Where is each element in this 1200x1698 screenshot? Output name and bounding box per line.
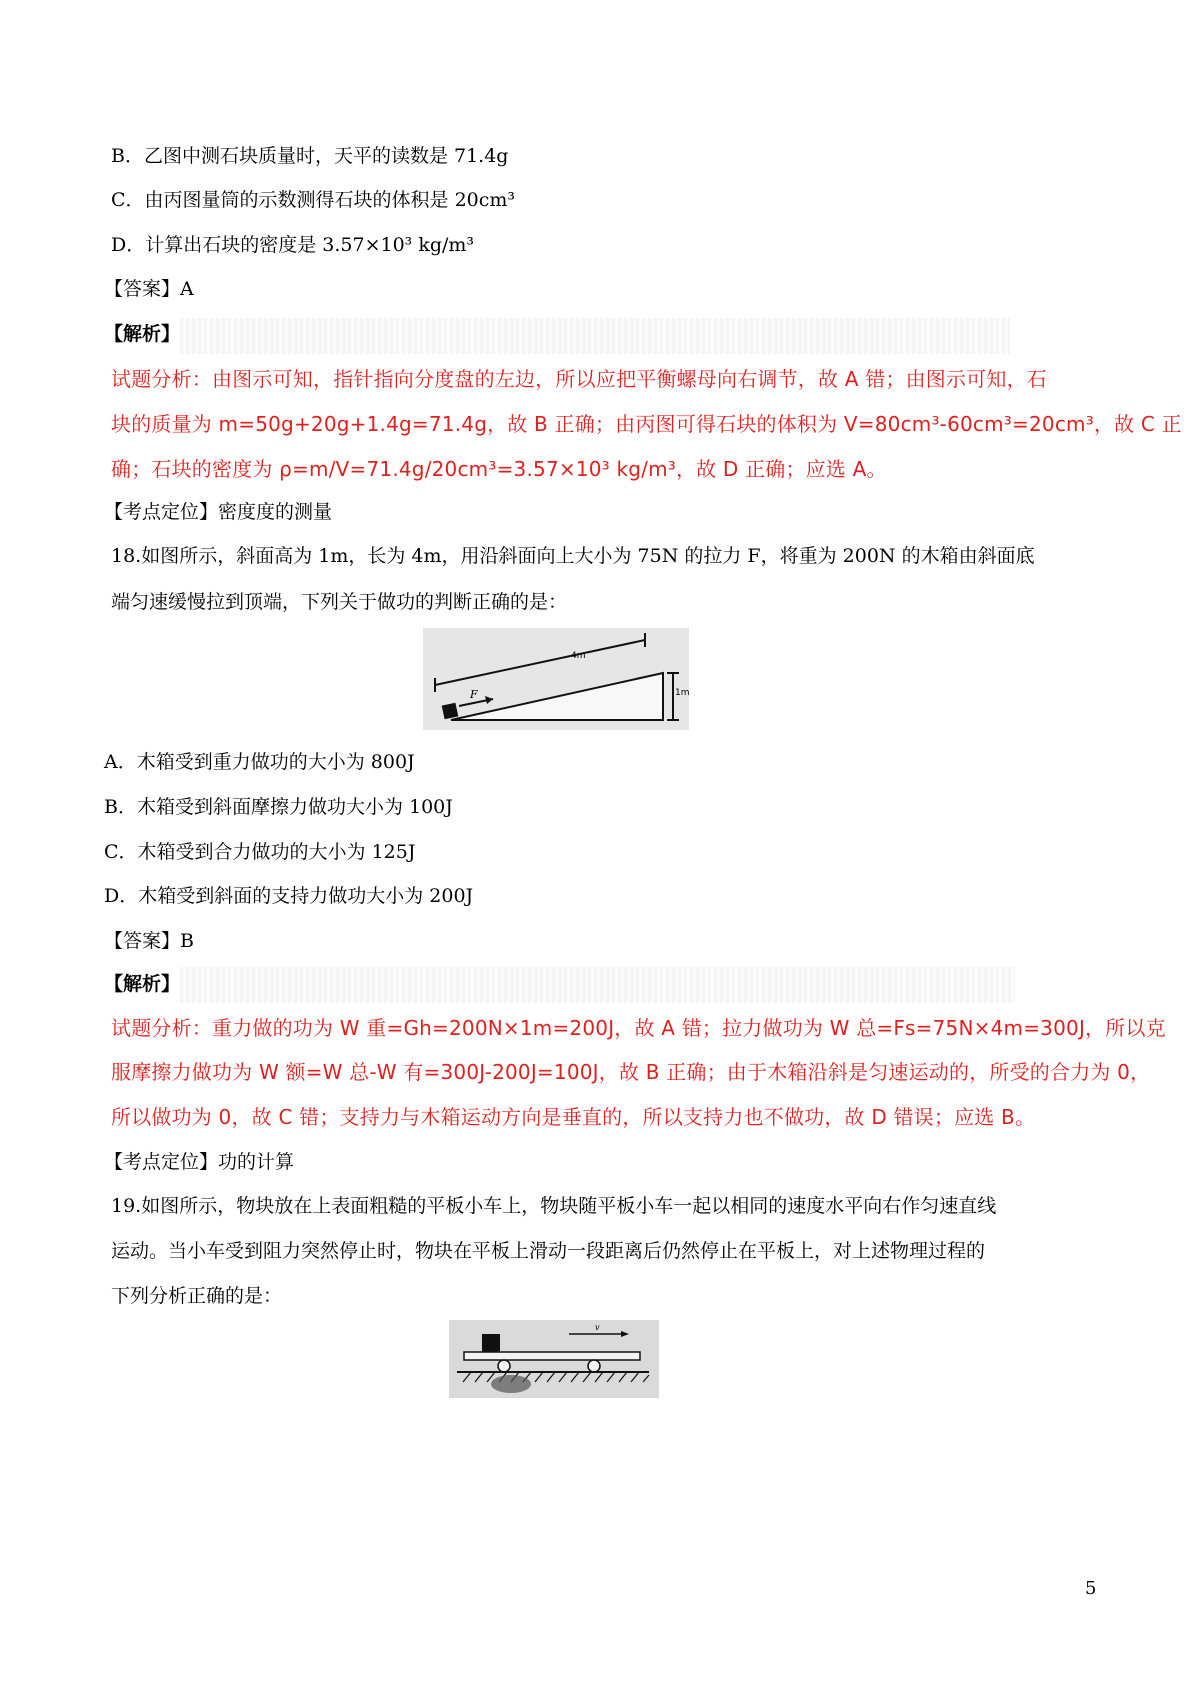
scan-noise xyxy=(180,967,1015,1003)
q19-stem-line3: 下列分析正确的是： xyxy=(111,1285,283,1307)
page-number: 5 xyxy=(1085,1578,1097,1599)
velocity-label: v xyxy=(595,1323,600,1332)
q18-knowledge-point: 【考点定位】功的计算 xyxy=(104,1151,295,1173)
wooden-box xyxy=(442,703,459,720)
q18-stem-line2: 端匀速缓慢拉到顶端，下列关于做功的判断正确的是： xyxy=(111,591,568,613)
block xyxy=(482,1334,500,1352)
q17-option-c: C．由丙图量筒的示数测得石块的体积是 20cm³ xyxy=(111,189,516,211)
q17-answer: 【答案】A xyxy=(104,278,194,300)
cart-platform xyxy=(464,1352,640,1360)
scan-noise xyxy=(180,318,1010,354)
scan-smudge xyxy=(491,1375,531,1393)
cart-wheel xyxy=(498,1360,510,1372)
q18-analysis-label: 【解析】 xyxy=(104,973,181,995)
q17-analysis-line3: 确；石块的密度为 ρ=m/V=71.4g/20cm³=3.57×10³ kg/m³，故 D 正确；应选 A。 xyxy=(111,457,887,481)
q17-option-b: B．乙图中测石块质量时，天平的读数是 71.4g xyxy=(111,145,509,167)
incline-figure xyxy=(423,628,689,730)
q18-option-a: A．木箱受到重力做功的大小为 800J xyxy=(104,751,415,773)
q18-option-b: B．木箱受到斜面摩擦力做功大小为 100J xyxy=(104,796,453,818)
height-label: 1m xyxy=(675,688,689,698)
q18-option-c: C．木箱受到合力做功的大小为 125J xyxy=(104,841,416,863)
q18-stem-line1: 18.如图所示，斜面高为 1m，长为 4m，用沿斜面向上大小为 75N 的拉力 F，将重为 200N 的木箱由斜面底 xyxy=(111,545,1035,567)
q17-analysis-line2: 块的质量为 m=50g+20g+1.4g=71.4g，故 B 正确；由丙图可得石块的体积为 V=80cm³-60cm³=20cm³，故 C 正 xyxy=(111,412,1182,436)
q19-stem-line2: 运动。当小车受到阻力突然停止时，物块在平板上滑动一段距离后仍然停止在平板上，对上述物理过程的 xyxy=(111,1240,986,1262)
q18-analysis-line2: 服摩擦力做功为 W 额=W 总-W 有=300J-200J=100J，故 B 正确；由于木箱沿斜是匀速运动的，所受的合力为 0， xyxy=(111,1060,1151,1084)
q17-analysis-label: 【解析】 xyxy=(104,323,181,345)
q17-knowledge-point: 【考点定位】密度度的测量 xyxy=(104,501,333,523)
q18-answer: 【答案】B xyxy=(104,930,194,952)
cart-wheel xyxy=(588,1360,600,1372)
length-label: 4m xyxy=(571,651,586,661)
q18-analysis-line3: 所以做功为 0，故 C 错；支持力与木箱运动方向是垂直的，所以支持力也不做功，故 D 错误；应选 B。 xyxy=(111,1105,1036,1129)
cart-figure xyxy=(449,1320,659,1398)
q17-analysis-line1: 试题分析：由图示可知，指针指向分度盘的左边，所以应把平衡螺母向右调节，故 A 错；由图示可知，石 xyxy=(111,367,1047,391)
q17-option-d: D．计算出石块的密度是 3.57×10³ kg/m³ xyxy=(111,234,475,256)
force-label: F xyxy=(470,688,478,701)
q18-option-d: D．木箱受到斜面的支持力做功大小为 200J xyxy=(104,885,474,907)
q19-stem-line1: 19.如图所示，物块放在上表面粗糙的平板小车上，物块随平板小车一起以相同的速度水平向右作匀速直线 xyxy=(111,1195,997,1217)
q18-analysis-line1: 试题分析：重力做的功为 W 重=Gh=200N×1m=200J，故 A 错；拉力做功为 W 总=Fs=75N×4m=300J，所以克 xyxy=(111,1016,1166,1040)
